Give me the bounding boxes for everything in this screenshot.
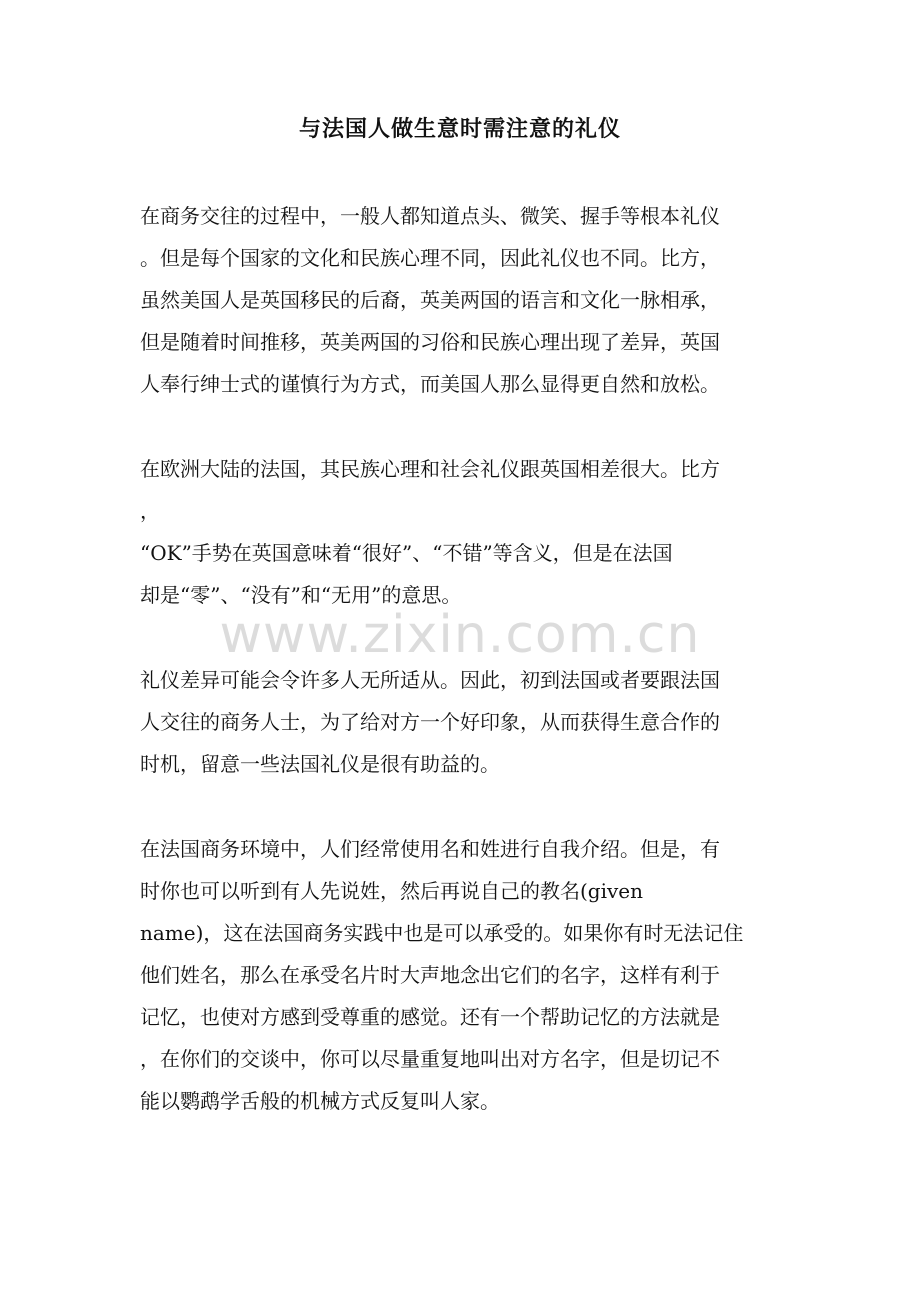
paragraph-line: 礼仪差异可能会令许多人无所适从。因此，初到法国或者要跟法国 — [140, 668, 720, 692]
paragraph-line: 人奉行绅士式的谨慎行为方式，而美国人那么显得更自然和放松。 — [140, 372, 720, 396]
paragraph-line: name)，这在法国商务实践中也是可以承受的。如果你有时无法记住 — [140, 921, 744, 945]
paragraph-line: 时你也可以听到有人先说姓，然后再说自己的教名(given — [140, 879, 644, 903]
paragraph-line: 在商务交往的过程中，一般人都知道点头、微笑、握手等根本礼仪 — [140, 204, 720, 228]
paragraph-line: 在欧洲大陆的法国，其民族心理和社会礼仪跟英国相差很大。比方 — [140, 457, 720, 481]
paragraph-line: 他们姓名，那么在承受名片时大声地念出它们的名字，这样有利于 — [140, 963, 720, 987]
paragraph-line: 但是随着时间推移，英美两国的习俗和民族心理出现了差异，英国 — [140, 330, 720, 354]
paragraph-line: 能以鹦鹉学舌般的机械方式反复叫人家。 — [140, 1089, 500, 1113]
paragraph-line: 记忆，也使对方感到受尊重的感觉。还有一个帮助记忆的方法就是 — [140, 1005, 720, 1029]
paragraph-line: 虽然美国人是英国移民的后裔，英美两国的语言和文化一脉相承， — [140, 288, 720, 312]
watermark: www.zixin.com.cn — [219, 605, 701, 665]
paragraph-line: ， — [140, 499, 160, 523]
paragraph-line: 时机，留意一些法国礼仪是很有助益的。 — [140, 752, 500, 776]
paragraph-line: ，在你们的交谈中，你可以尽量重复地叫出对方名字，但是切记不 — [140, 1047, 720, 1071]
paragraph-line: 人交往的商务人士，为了给对方一个好印象，从而获得生意合作的 — [140, 710, 720, 734]
paragraph-line: 。但是每个国家的文化和民族心理不同，因此礼仪也不同。比方， — [140, 246, 720, 270]
document-title: 与法国人做生意时需注意的礼仪 — [298, 116, 621, 142]
paragraph-line: “OK”手势在英国意味着“很好”、“不错”等含义，但是在法国 — [140, 541, 673, 565]
paragraph-line: 却是“零”、“没有”和“无用”的意思。 — [140, 583, 462, 607]
paragraph-line: 在法国商务环境中，人们经常使用名和姓进行自我介绍。但是，有 — [140, 837, 720, 861]
